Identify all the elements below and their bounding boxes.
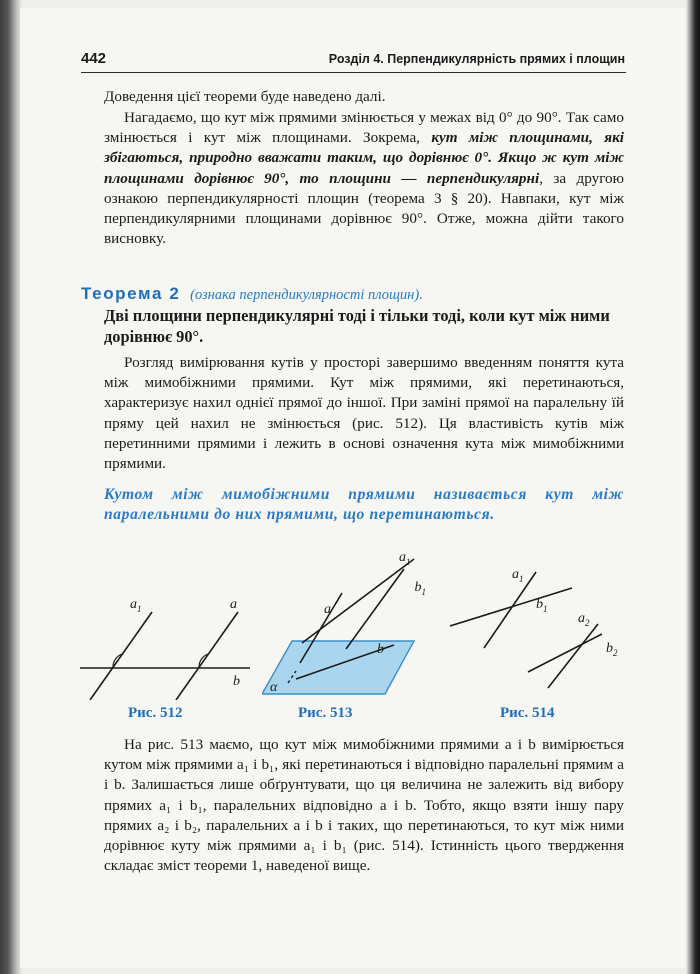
paragraph-skew-lines [104,353,624,474]
plane-alpha [262,641,414,694]
section-title: Розділ 4. Перпендикулярність прямих і площин [328,52,625,66]
caption-512: Рис. 512 [128,705,183,721]
paragraph-proof-note: Доведення цієї теореми буде наведено далі. [104,88,386,105]
line-a1 [346,569,404,649]
page-number: 442 [81,50,107,67]
theorem-heading [81,284,626,304]
paragraph-angles [104,108,624,249]
caption-513: Рис. 513 [298,705,353,721]
line-b1 [450,588,572,626]
paragraph-angles-text1: Нагадаємо, що кут між прямими змінюється у межах від 0° до 90°. Так само змінюється і кут між площинами. Зокрема, [104,109,624,147]
label-a1: $a_1$ [512,567,524,584]
figure-514 [450,552,625,692]
figure-512 [70,590,260,700]
label-b1: $b_1$ [414,580,426,597]
header-rule [81,72,626,73]
theorem-label: Теорема 2 [81,284,181,303]
theorem-body: Дві площини перпендикулярні тоді і тільки тоді, коли кут між ними дорівнює 90°. [104,306,610,346]
line-a [176,612,238,700]
definition-skew-angle: Кутом між мимобіжними прямими називається кут між паралельними до них прямими, що перетинаються. [104,486,624,523]
caption-514: Рис. 514 [500,705,555,721]
label-b: b [377,642,384,657]
line-a1 [484,572,536,648]
paragraph-angles-emphasis: кут між площинами, які збігаються, природно вважати таким, що дорівнює 0°. Якщо ж кут між площинами дорівнює 90°, то площини — перпендикулярні [104,129,624,187]
line-a1 [90,612,152,700]
label-alpha: α [270,680,278,695]
paragraph-fig513-text: На рис. 513 маємо, що кут між мимобіжними прямими a і b вимірюється кутом між прямими a₁ і b₁, які перетинаються і відповідно паралельні прямим a і b. Залишається лише обґрунтувати, що ця величина не залежить від вибору прямих a₁ і b₁, паралельних відповідно a і b. Тобто, якщо взяти іншу пару прямих a₂ і b₂, паралельних a і b і таких, що перетинаються, то кут між ними дорівнює куту між прямими a₁ і b₁ (рис. 514). Істинність цього твердження складає зміст теореми 1, наведеної вище. [104,736,624,875]
label-b: b [233,674,240,689]
page-edge-shadow [686,0,700,974]
theorem-subtitle: (ознака перпендикулярності площин). [190,287,423,303]
label-b2: $b_2$ [606,641,618,658]
label-b1: $b_1$ [536,597,548,614]
label-a: a [324,602,331,617]
running-header [81,50,625,72]
book-spine-shadow [0,0,22,974]
figure-513 [262,545,427,700]
label-a: a [230,597,237,612]
paragraph-skew-lines-text: Розгляд вимірювання кутів у просторі завершимо введенням поняття кута між мимобіжними прямими. Кут між прямими, які перетинаються, характеризує нахил однієї прямої до іншої. При заміні прямої на паралельну їй пряму цей нахил не змінюється (рис. 512). Ця властивість кутів між перетинними прямими і лежить в основі означення кута між мимобіжними прямими. [104,354,624,473]
label-a1: $a_1$ [399,550,411,567]
paragraph-fig513-explanation [104,735,624,876]
label-a2: $a_2$ [578,611,590,628]
paragraph-angles-text2: , за другою ознакою перпендикулярності площин (теорема 3 § 20). Навпаки, кут між перпендикулярними площинами дорівнює 90°. Отже, можна дійти такого висновку. [104,169,624,248]
line-a2 [548,624,598,688]
line-b1 [302,559,414,643]
label-a1: $a_1$ [130,597,142,614]
